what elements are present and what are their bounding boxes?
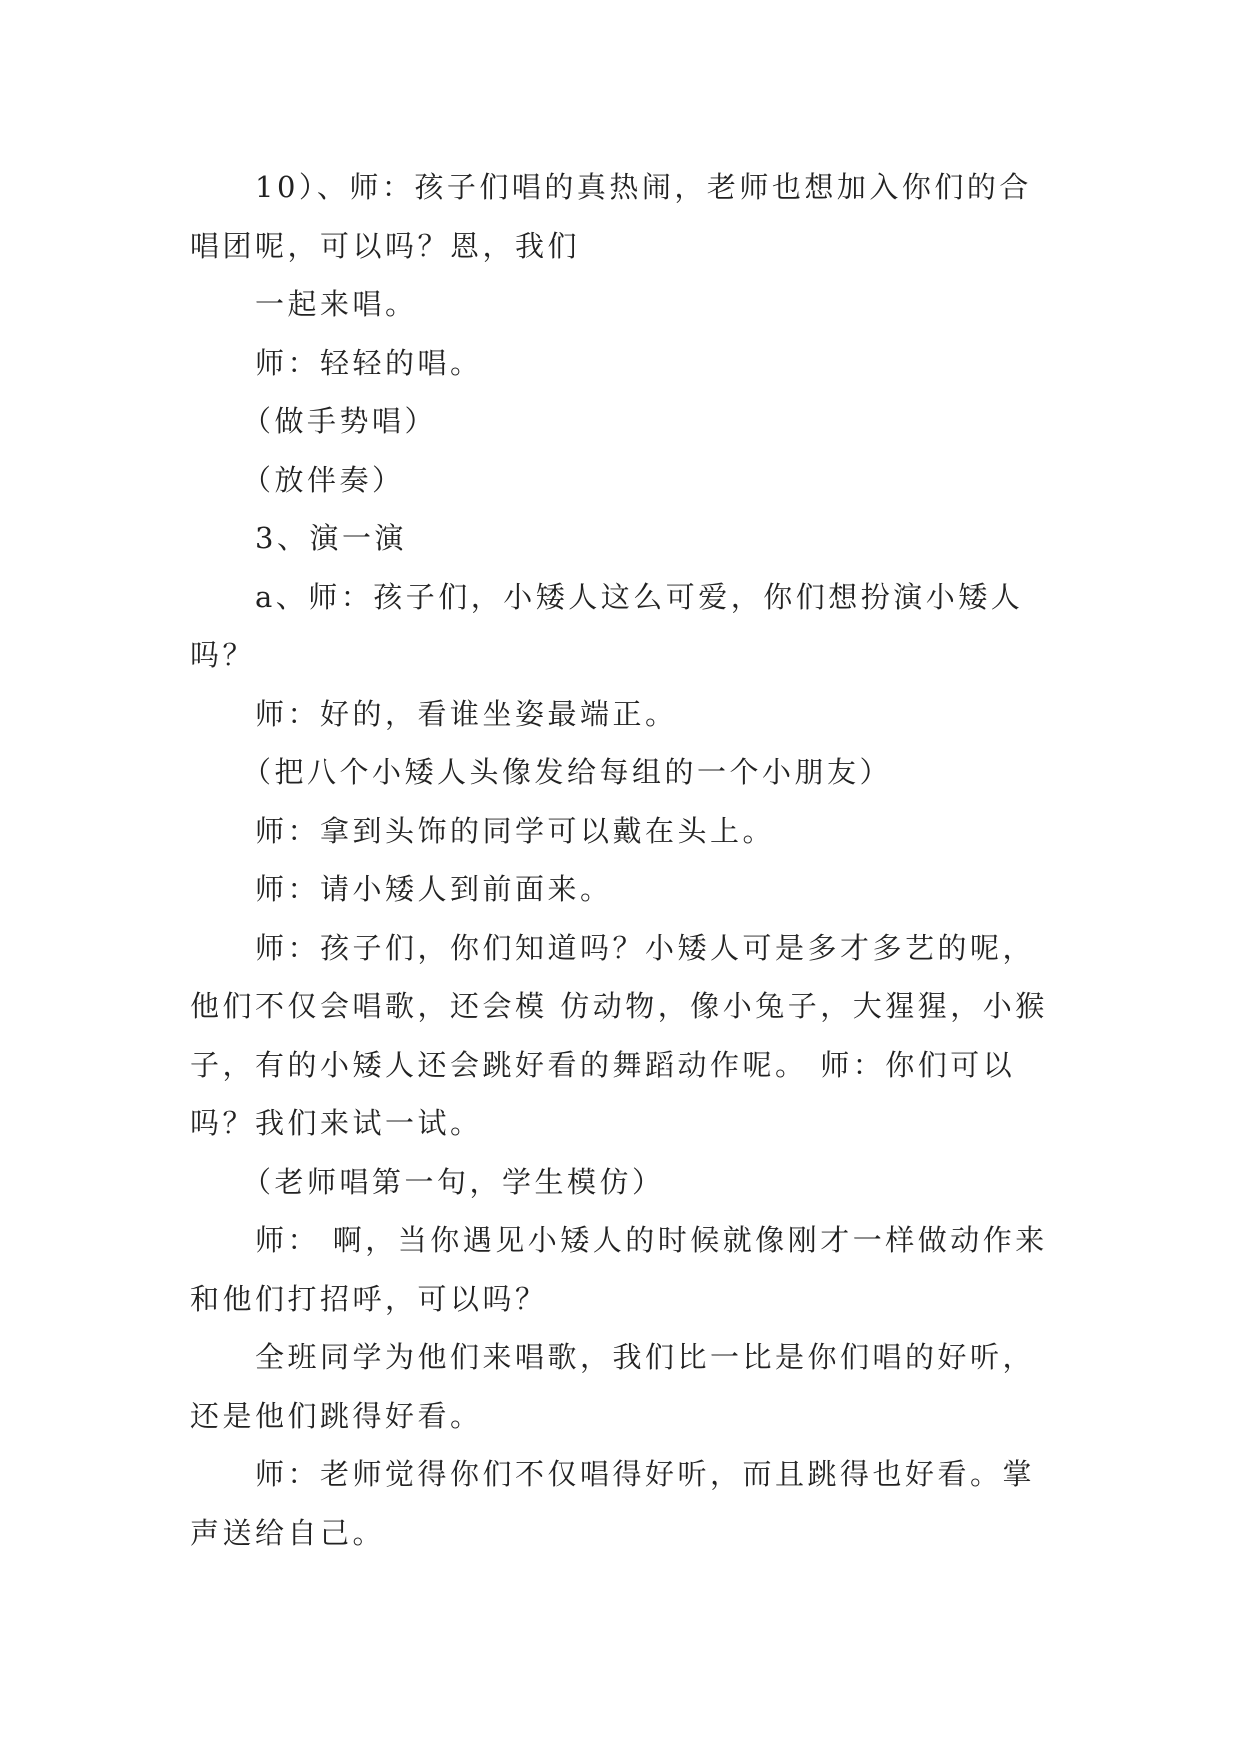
paragraph-16: 师：老师觉得你们不仅唱得好听，而且跳得也好看。掌声送给自己。 <box>190 1457 1036 1550</box>
paragraph-8: 师：好的，看谁坐姿最端正。 <box>255 696 678 731</box>
paragraph-15: 全班同学为他们来唱歌，我们比一比是你们唱的好听，还是他们跳得好看。 <box>190 1340 1036 1433</box>
paragraph-3: 师：轻轻的唱。 <box>255 345 483 380</box>
paragraph-12: 师：孩子们，你们知道吗？小矮人可是多才多艺的呢，他们不仅会唱歌，还会模 仿动物，像小兔子，大猩猩，小猴子，有的小矮人还会跳好看的舞蹈动作呢。 师：你们可以吗？我们来试一试。 <box>190 930 1048 1140</box>
paragraph-5: （放伴奏） <box>242 462 405 497</box>
paragraph-11: 师：请小矮人到前面来。 <box>255 872 613 906</box>
paragraph-13: （老师唱第一句，学生模仿） <box>242 1164 665 1199</box>
paragraph-9: （把八个小矮人头像发给每组的一个小朋友） <box>242 755 893 789</box>
paragraph-4: （做手势唱） <box>242 404 438 438</box>
document-body <box>190 158 1050 1562</box>
paragraph-1: 10）、师：孩子们唱的真热闹，老师也想加入你们的合唱团呢，可以吗？恩，我们 <box>190 170 1032 263</box>
paragraph-14: 师： 啊，当你遇见小矮人的时候就像刚才一样做动作来和他们打招呼，可以吗？ <box>190 1223 1048 1316</box>
paragraph-10: 师：拿到头饰的同学可以戴在头上。 <box>255 813 776 848</box>
paragraph-2: 一起来唱。 <box>255 287 418 321</box>
paragraph-7: a、师：孩子们，小矮人这么可爱，你们想扮演小矮人吗？ <box>190 579 1024 672</box>
paragraph-6: 3、演一演 <box>255 521 407 555</box>
